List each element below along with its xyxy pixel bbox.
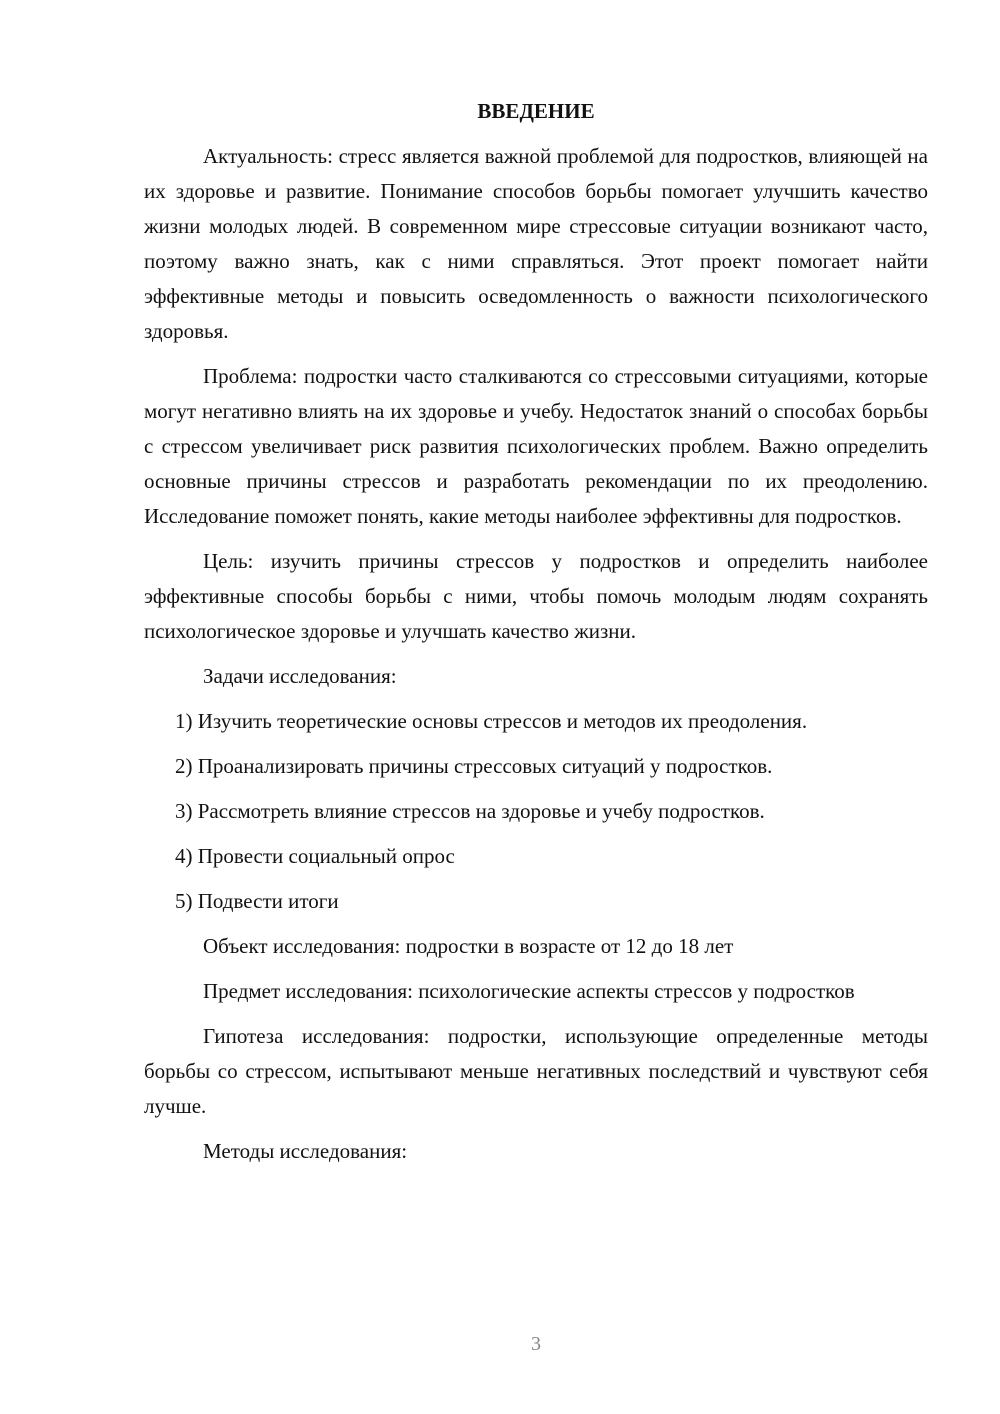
task-item: 5) Подвести итоги [175,889,339,913]
task-item: 1) Изучить теоретические основы стрессов и методов их преодоления. [175,709,808,733]
page-number: 3 [531,1333,541,1355]
section-title: ВВЕДЕНИЕ [477,99,595,123]
task-item: 2) Проанализировать причины стрессовых ситуаций у подростков. [175,754,773,778]
page-content [144,94,928,1179]
paragraph-goal: Цель: изучить причины стрессов у подростков и определить наиболее эффективные способы борьбы с ними, чтобы помочь молодым людям сохранять психологическое здоровье и улучшать качество жизни. [144,549,928,643]
paragraph-subject: Предмет исследования: психологические аспекты стрессов у подростков [203,979,855,1003]
paragraph-relevance: Актуальность: стресс является важной проблемой для подростков, влияющей на их здоровье и развитие. Понимание способов борьбы помогает улучшить качество жизни молодых людей. В современном мире стрессовые ситуации возникают часто, поэтому важно знать, как с ними справляться. Этот проект помогает найти эффективные методы и повысить осведомленность о важности психологического здоровья. [144,144,928,343]
paragraph-object: Объект исследования: подростки в возрасте от 12 до 18 лет [203,934,734,958]
task-item: 3) Рассмотреть влияние стрессов на здоровье и учебу подростков. [175,799,765,823]
paragraph-hypothesis: Гипотеза исследования: подростки, использующие определенные методы борьбы со стрессом, испытывают меньше негативных последствий и чувствуют себя лучше. [144,1024,928,1118]
methods-heading: Методы исследования: [203,1139,408,1163]
task-item: 4) Провести социальный опрос [175,844,455,868]
tasks-heading: Задачи исследования: [203,664,397,688]
paragraph-problem: Проблема: подростки часто сталкиваются со стрессовыми ситуациями, которые могут негативно влиять на их здоровье и учебу. Недостаток знаний о способах борьбы с стрессом увеличивает риск развития психологических проблем. Важно определить основные причины стрессов и разработать рекомендации по их преодолению. Исследование поможет понять, какие методы наиболее эффективны для подростков. [144,364,928,528]
